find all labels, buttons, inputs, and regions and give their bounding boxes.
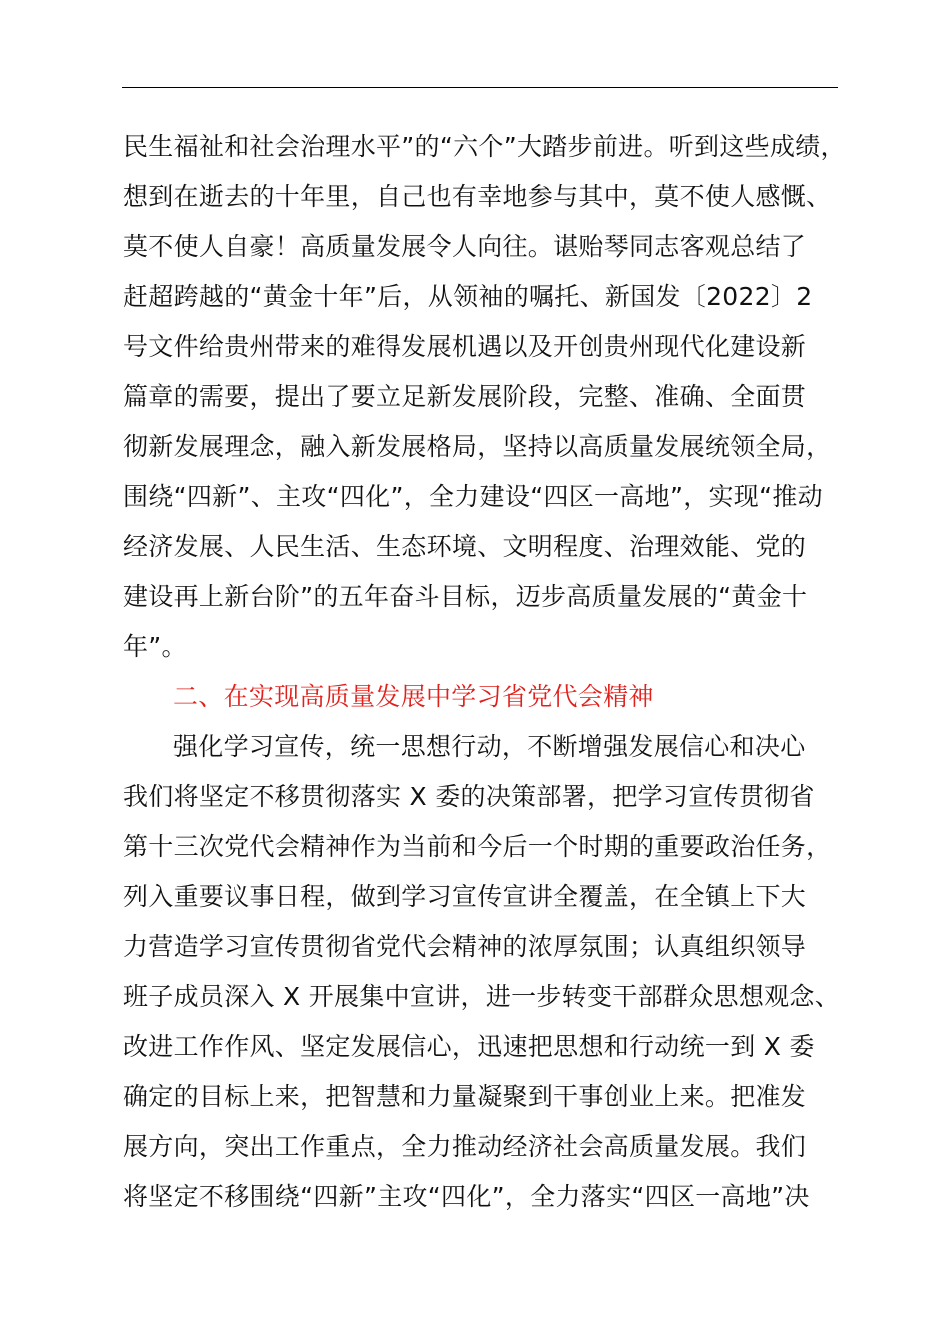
text-line: 我们将坚定不移贯彻落实 X 委的决策部署，把学习宣传贯彻省 bbox=[123, 782, 815, 811]
text-line: 篇章的需要，提出了要立足新发展阶段，完整、准确、全面贯 bbox=[123, 382, 807, 411]
text-line: 将坚定不移围绕“四新”主攻“四化”，全力落实“四区一高地”决 bbox=[123, 1182, 810, 1211]
text-line: 年”。 bbox=[123, 632, 187, 661]
text-line: 力营造学习宣传贯彻省党代会精神的浓厚氛围；认真组织领导 bbox=[123, 932, 807, 961]
text-line: 展方向，突出工作重点，全力推动经济社会高质量发展。我们 bbox=[123, 1132, 807, 1161]
text-line: 确定的目标上来，把智慧和力量凝聚到干事创业上来。把准发 bbox=[123, 1082, 807, 1111]
section-heading: 二、在实现高质量发展中学习省党代会精神 bbox=[173, 682, 654, 711]
text-line: 列入重要议事日程，做到学习宣传宣讲全覆盖，在全镇上下大 bbox=[123, 882, 807, 911]
text-line: 经济发展、人民生活、生态环境、文明程度、治理效能、党的 bbox=[123, 532, 807, 561]
document-body bbox=[123, 122, 863, 1222]
text-line: 第十三次党代会精神作为当前和今后一个时期的重要政治任务， bbox=[123, 832, 832, 861]
text-line: 莫不使人自豪！高质量发展令人向往。谌贻琴同志客观总结了 bbox=[123, 232, 807, 261]
text-line: 彻新发展理念，融入新发展格局，坚持以高质量发展统领全局， bbox=[123, 432, 832, 461]
text-line: 赶超跨越的“黄金十年”后，从领袖的嘱托、新国发〔2022〕2 bbox=[123, 282, 813, 311]
text-line: 改进工作作风、坚定发展信心，迅速把思想和行动统一到 X 委 bbox=[123, 1032, 815, 1061]
text-line: 号文件给贵州带来的难得发展机遇以及开创贵州现代化建设新 bbox=[123, 332, 807, 361]
text-line: 围绕“四新”、主攻“四化”，全力建设“四区一高地”，实现“推动 bbox=[123, 482, 823, 511]
text-line: 想到在逝去的十年里，自己也有幸地参与其中，莫不使人感慨、 bbox=[123, 182, 832, 211]
text-line: 班子成员深入 X 开展集中宣讲，进一步转变干部群众思想观念、 bbox=[123, 982, 841, 1011]
text-line: 建设再上新台阶”的五年奋斗目标，迈步高质量发展的“黄金十 bbox=[123, 582, 808, 611]
text-line: 民生福祉和社会治理水平”的“六个”大踏步前进。听到这些成绩， bbox=[123, 132, 846, 161]
header-divider bbox=[122, 87, 838, 88]
text-line: 强化学习宣传，统一思想行动，不断增强发展信心和决心 bbox=[173, 732, 806, 761]
